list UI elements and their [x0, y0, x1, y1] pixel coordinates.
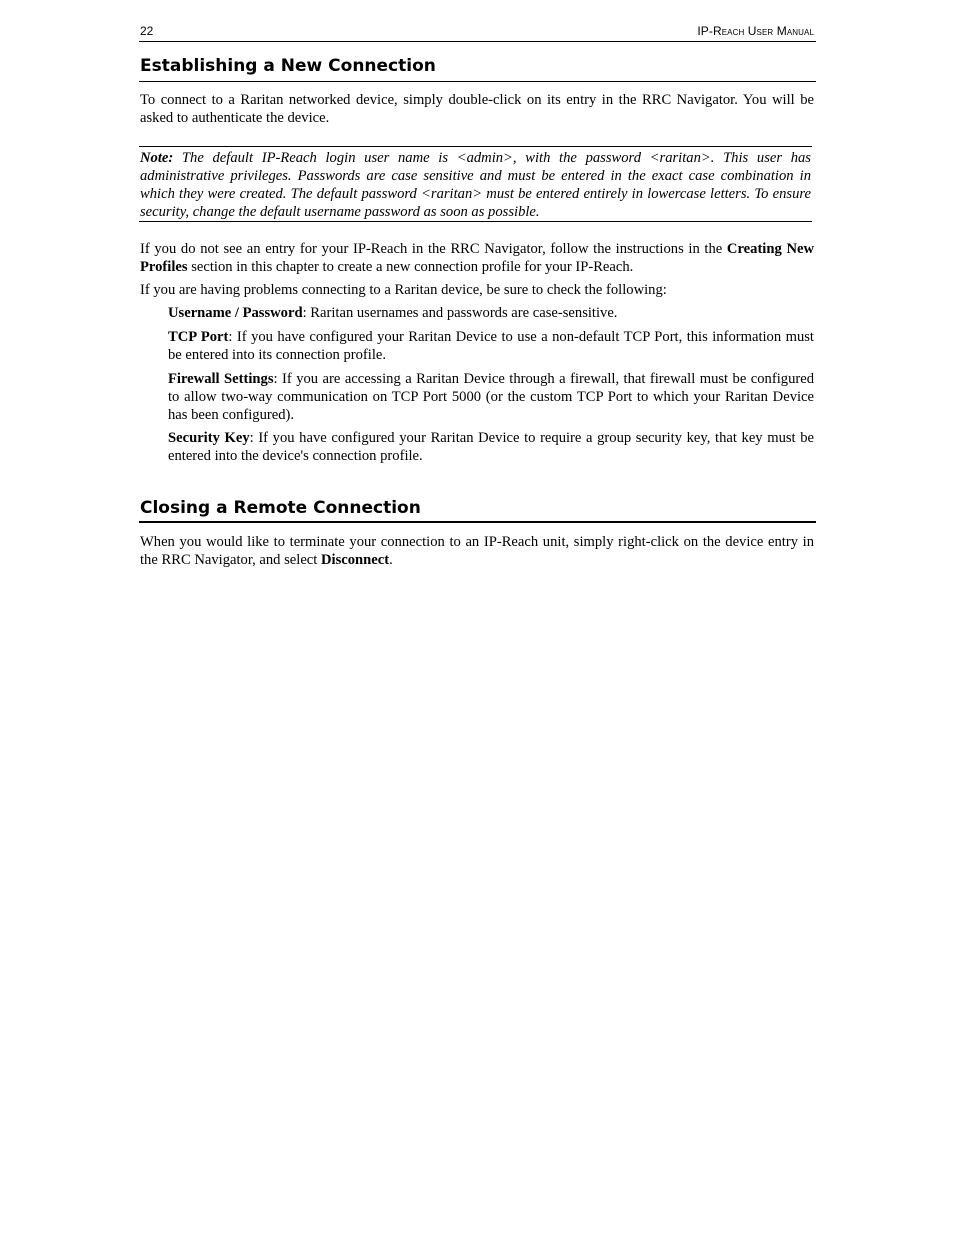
- section-heading-closing: Closing a Remote Connection: [139, 498, 816, 523]
- note-paragraph: [140, 149, 811, 221]
- checklist-item-firewall: [168, 370, 814, 424]
- checklist-item-username: [168, 304, 814, 322]
- section-heading-establishing: Establishing a New Connection: [139, 56, 816, 82]
- checklist-text: : Raritan usernames and passwords are case-sensitive.: [302, 305, 618, 321]
- note-text: The default IP-Reach login user name is <admin>, with the password <raritan>. This user has administrative privileges. Passwords are case sensitive and must be entered in the exact case combination in which they were created. The default password <raritan> must be entered entirely in lowercase letters. To ensure security, change the default username password as soon as possible.: [140, 150, 811, 220]
- creating-new-profiles-ref: Creating New Profiles: [140, 241, 814, 275]
- closing-text-2: .: [389, 552, 393, 568]
- closing-text-1: When you would like to terminate your connection to an IP-Reach unit, simply right-click on the device entry in the RRC Navigator, and select: [140, 534, 814, 568]
- checklist-term: Security Key: [168, 430, 250, 446]
- checklist-item-tcp-port: [168, 328, 814, 364]
- page-number: 22: [140, 24, 154, 38]
- note-box: [139, 146, 812, 222]
- running-title: IP-Reach User Manual: [697, 24, 814, 38]
- troubleshoot-paragraph: If you are having problems connecting to a Raritan device, be sure to check the following:: [140, 282, 667, 298]
- note-label: Note:: [140, 150, 174, 166]
- checklist-text: : If you are accessing a Raritan Device through a firewall, that firewall must be configured to allow two-way communication on TCP Port 5000 (or the custom TCP Port to which your Raritan Device has been configured).: [168, 371, 814, 423]
- checklist-text: : If you have configured your Raritan Device to require a group security key, that key must be entered into the device's connection profile.: [168, 430, 814, 464]
- checklist-term: TCP Port: [168, 329, 229, 345]
- checklist-text: : If you have configured your Raritan Device to use a non-default TCP Port, this information must be entered into its connection profile.: [168, 329, 814, 363]
- missing-entry-text-2: section in this chapter to create a new connection profile for your IP-Reach.: [187, 259, 634, 275]
- checklist-term: Username / Password: [168, 305, 303, 321]
- missing-entry-paragraph: [140, 240, 814, 276]
- closing-paragraph: [140, 533, 814, 569]
- checklist-item-security-key: [168, 429, 814, 465]
- disconnect-ref: Disconnect: [320, 552, 390, 568]
- running-header: [139, 22, 816, 42]
- missing-entry-text-1: If you do not see an entry for your IP-Reach in the RRC Navigator, follow the instructions in the: [140, 241, 727, 257]
- intro-paragraph: To connect to a Raritan networked device, simply double-click on its entry in the RRC Navigator. You will be asked to authenticate the device.: [140, 92, 814, 126]
- checklist-term: Firewall Settings: [168, 371, 274, 387]
